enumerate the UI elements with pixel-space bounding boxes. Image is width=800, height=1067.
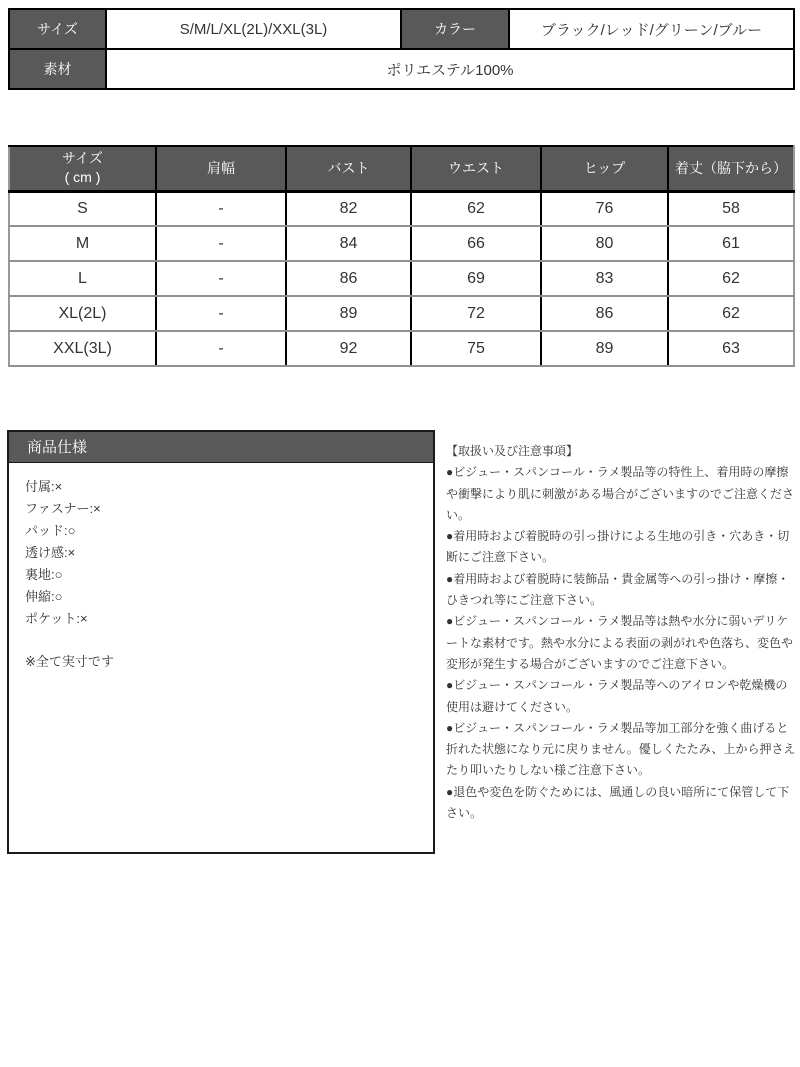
spec-box-body — [9, 463, 433, 670]
product-info-table — [8, 8, 795, 90]
col-header-length: 着丈（脇下から） — [668, 146, 794, 191]
spec-item-stretch: 伸縮:○ — [25, 589, 63, 604]
cell-size: L — [9, 261, 156, 296]
cell-waist: 62 — [411, 191, 541, 226]
table-row-s — [9, 191, 794, 226]
size-value: S/M/L/XL(2L)/XXL(3L) — [106, 9, 401, 49]
cell-hip: 76 — [541, 191, 668, 226]
col-header-hip: ヒップ — [541, 146, 668, 191]
material-value: ポリエステル100% — [106, 49, 794, 89]
table-row-m — [9, 226, 794, 261]
cell-length: 62 — [668, 261, 794, 296]
size-chart-table — [8, 145, 795, 367]
spec-box-title: 商品仕様 — [9, 432, 433, 463]
cell-hip: 80 — [541, 226, 668, 261]
care-note-item: ●ビジュー・スパンコール・ラメ製品等へのアイロンや乾燥機の使用は避けてください。 — [446, 678, 788, 714]
care-note-item: ●ビジュー・スパンコール・ラメ製品等は熱や水分に弱いデリケートな素材です。熱や水分による表面の剥がれや色落ち、変色や変形が発生する場合がございますのでご注意下さい。 — [446, 614, 794, 671]
cell-size: XL(2L) — [9, 296, 156, 331]
size-chart-header-row — [9, 146, 794, 191]
cell-length: 63 — [668, 331, 794, 366]
spec-item-lining: 裏地:○ — [25, 567, 63, 582]
cell-hip: 83 — [541, 261, 668, 296]
care-note-item: ●ビジュー・スパンコール・ラメ製品等加工部分を強く曲げると折れた状態になり元に戻りません。優しくたたみ、上から押さえたり叩いたりしない様ご注意下さい。 — [446, 720, 796, 778]
cell-shoulder: - — [156, 226, 286, 261]
col-header-bust: バスト — [286, 146, 411, 191]
cell-shoulder: - — [156, 191, 286, 226]
product-spec-box — [7, 430, 435, 854]
cell-bust: 82 — [286, 191, 411, 226]
care-note-item: ●着用時および着脱時に装飾品・貴金属等への引っ掛け・摩擦・ひきつれ等にご注意下さい。 — [446, 571, 790, 608]
cell-hip: 89 — [541, 331, 668, 366]
cell-shoulder: - — [156, 261, 286, 296]
care-note-item: ●退色や変色を防ぐためには、風通しの良い暗所にて保管して下さい。 — [446, 784, 790, 821]
care-notes — [446, 441, 796, 824]
col-header-size — [9, 146, 156, 191]
col-header-shoulder: 肩幅 — [156, 146, 286, 191]
cell-size: M — [9, 226, 156, 261]
col-header-size-line2: ( cm ) — [64, 169, 101, 186]
cell-bust: 86 — [286, 261, 411, 296]
cell-waist: 75 — [411, 331, 541, 366]
cell-waist: 72 — [411, 296, 541, 331]
cell-size: XXL(3L) — [9, 331, 156, 366]
cell-bust: 84 — [286, 226, 411, 261]
spec-item-accessory: 付属:× — [25, 479, 63, 494]
cell-bust: 92 — [286, 331, 411, 366]
color-value: ブラック/レッド/グリーン/ブルー — [509, 9, 794, 49]
cell-waist: 66 — [411, 226, 541, 261]
table-row-xxl — [9, 331, 794, 366]
cell-hip: 86 — [541, 296, 668, 331]
spec-item-pocket: ポケット:× — [25, 611, 88, 626]
spec-item-fastener: ファスナー:× — [25, 501, 101, 516]
table-row-l — [9, 261, 794, 296]
spec-measurement-note: ※全て実寸です — [25, 654, 114, 669]
info-row-size-color — [9, 9, 794, 49]
cell-length: 62 — [668, 296, 794, 331]
col-header-waist: ウエスト — [411, 146, 541, 191]
info-row-material — [9, 49, 794, 89]
table-row-xl — [9, 296, 794, 331]
care-note-item: ●着用時および着脱時の引っ掛けによる生地の引き・穴あき・切断にご注意下さい。 — [446, 529, 790, 565]
size-label: サイズ — [9, 9, 106, 49]
care-notes-title: 【取扱い及び注意事項】 — [446, 444, 579, 458]
cell-shoulder: - — [156, 331, 286, 366]
material-label: 素材 — [9, 49, 106, 89]
col-header-size-line1: サイズ — [62, 150, 103, 167]
color-label: カラー — [401, 9, 509, 49]
care-note-item: ●ビジュー・スパンコール・ラメ製品等の特性上、着用時の摩擦や衝撃により肌に刺激がある場合がございますのでご注意ください。 — [446, 465, 795, 522]
cell-size: S — [9, 191, 156, 226]
spec-item-sheerness: 透け感:× — [25, 545, 76, 560]
cell-shoulder: - — [156, 296, 286, 331]
spec-item-pad: パッド:○ — [25, 523, 76, 538]
cell-waist: 69 — [411, 261, 541, 296]
cell-length: 61 — [668, 226, 794, 261]
cell-bust: 89 — [286, 296, 411, 331]
cell-length: 58 — [668, 191, 794, 226]
